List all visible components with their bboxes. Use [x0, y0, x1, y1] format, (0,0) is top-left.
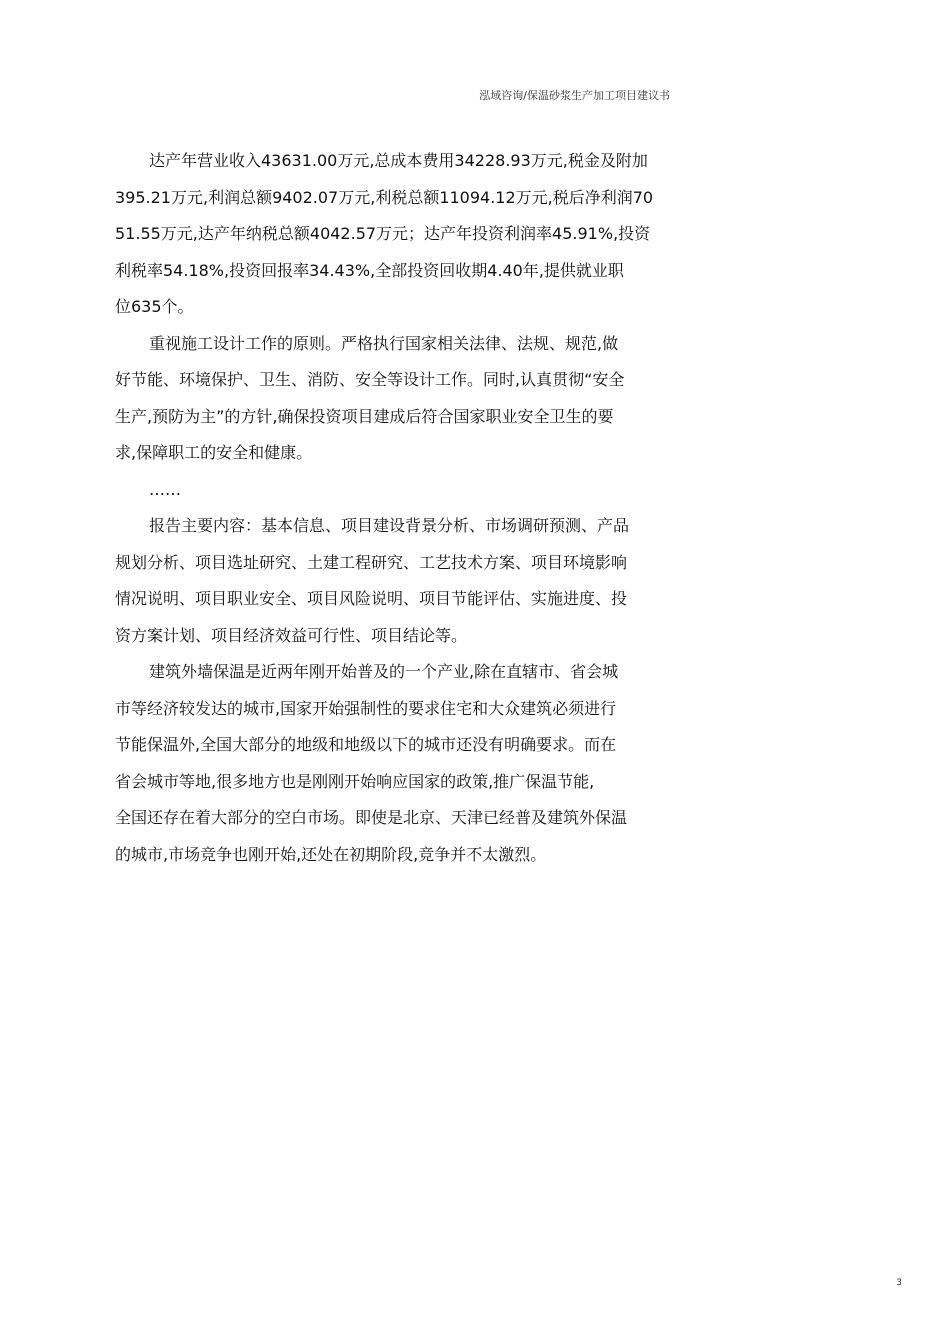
text-line: 利税率54.18%,投资回报率34.43%,全部投资回收期4.40年,提供就业职: [115, 260, 624, 280]
page-number: 3: [896, 1278, 902, 1288]
text-line: 市等经济较发达的城市,国家开始强制性的要求住宅和大众建筑必须进行: [115, 698, 617, 718]
text-line: 报告主要内容：基本信息、项目建设背景分析、市场调研预测、产品: [149, 516, 630, 535]
text-line: 重视施工设计工作的原则。严格执行国家相关法律、法规、规范,做: [149, 333, 619, 353]
text-line: 全国还存在着大部分的空白市场。即使是北京、天津已经普及建筑外保温: [115, 808, 628, 827]
paragraph-ellipsis: [115, 472, 690, 509]
text-line: 节能保温外,全国大部分的地级和地级以下的城市还没有明确要求。而在: [115, 735, 617, 754]
paragraph-financials: [115, 143, 690, 326]
text-line: 省会城市等地,很多地方也是刚刚开始响应国家的政策,推广保温节能,: [115, 771, 595, 791]
paragraph-market-analysis: [115, 654, 690, 873]
text-line: 求,保障职工的安全和健康。: [115, 443, 313, 462]
text-line: 达产年营业收入43631.00万元,总成本费用34228.93万元,税金及附加: [149, 151, 648, 170]
text-line: 好节能、环境保护、卫生、消防、安全等设计工作。同时,认真贯彻“安全: [115, 370, 625, 389]
text-line: 资方案计划、项目经济效益可行性、项目结论等。: [115, 625, 468, 645]
paragraph-design-principles: [115, 326, 690, 472]
text-line: 生产,预防为主”的方针,确保投资项目建成后符合国家职业安全卫生的要: [115, 406, 614, 426]
text-line: ……: [149, 479, 181, 499]
page-header: 泓域咨询/保温砂浆生产加工项目建议书: [479, 89, 670, 102]
text-line: 情况说明、项目职业安全、项目风险说明、项目节能评估、实施进度、投: [115, 589, 628, 608]
text-line: 395.21万元,利润总额9402.07万元,利税总额11094.12万元,税后净利润70: [115, 187, 654, 207]
document-body: [115, 143, 690, 873]
text-line: 的城市,市场竞争也刚开始,还处在初期阶段,竞争并不太激烈。: [115, 844, 547, 864]
text-line: 51.55万元,达产年纳税总额4042.57万元；达产年投资利润率45.91%,投资: [115, 224, 651, 243]
text-line: 位635个。: [115, 297, 194, 316]
text-line: 规划分析、项目选址研究、土建工程研究、工艺技术方案、项目环境影响: [115, 552, 628, 572]
text-line: 建筑外墙保温是近两年刚开始普及的一个产业,除在直辖市、省会城: [149, 662, 619, 681]
paragraph-report-contents: [115, 508, 690, 654]
